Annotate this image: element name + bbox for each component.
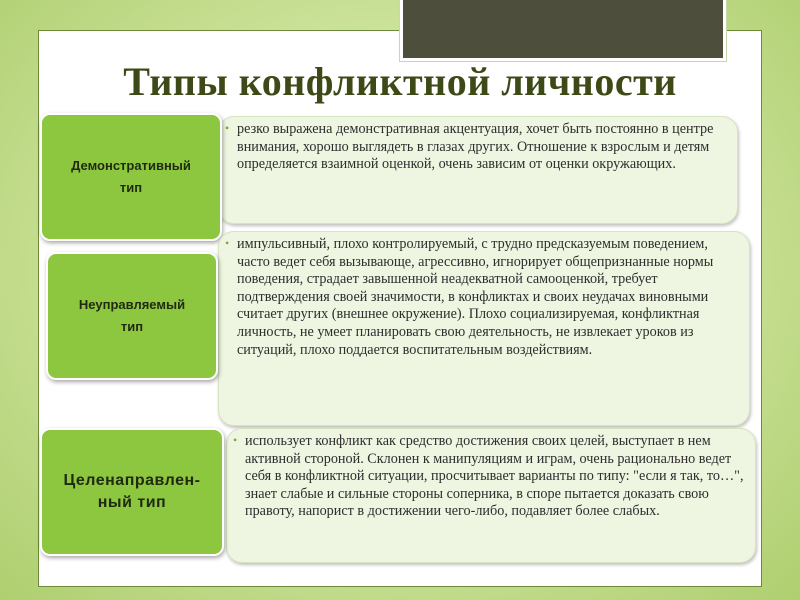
slide-title: Типы конфликтной личности <box>123 59 677 104</box>
bullet-icon: • <box>233 433 238 447</box>
type-label-purposeful: Целенаправлен- ный тип <box>63 472 201 511</box>
type-box-demonstrative <box>40 113 222 241</box>
description-box-demonstrative <box>218 116 738 224</box>
description-box-purposeful <box>226 428 756 563</box>
bullet-icon: • <box>225 121 230 135</box>
type-box-uncontrolled <box>46 252 218 380</box>
type-label-demonstrative: Демонстративный тип <box>71 158 191 195</box>
description-text-demonstrative: резко выражена демонстративная акцентуация, хочет быть постоянно в центре внимания, хорошо выглядеть в глазах других. Отношение к взрослым и детям определяется взаимной оценкой, очень зависим от оценки окружающих. <box>237 121 714 173</box>
description-box-uncontrolled <box>218 231 750 426</box>
description-text-uncontrolled: импульсивный, плохо контролируемый, с трудно предсказуемым поведением, часто ведет себя вызывающе, агрессивно, игнорирует общепризнанные нормы поведения, страдает завышенной неадекватной самооценкой, требует подтверждения своей значимости, в конфликтах и своих неудачах виновными считает других (внешнее окружение). Плохо социализируемая, конфликтная личность, не умеет планировать свою деятельность, не извлекает уроков из ситуаций, плохо поддается воспитательным воздействиям. <box>237 236 714 358</box>
type-label-uncontrolled: Неуправляемый тип <box>78 297 186 334</box>
type-box-purposeful <box>40 428 224 556</box>
bullet-icon: • <box>225 236 230 250</box>
decorative-header-block <box>400 0 726 61</box>
description-text-purposeful: использует конфликт как средство достижения своих целей, выступает в нем активной стороной. Склонен к манипуляциям и играм, очень рационально ведет себя в конфликтной ситуации, просчитывает варианты по типу: "если я так, то…", знает слабые и сильные стороны соперника, в споре пытается доказать свою правоту, напорист в достижении чего-либо, подавляет более слабых. <box>245 433 744 520</box>
